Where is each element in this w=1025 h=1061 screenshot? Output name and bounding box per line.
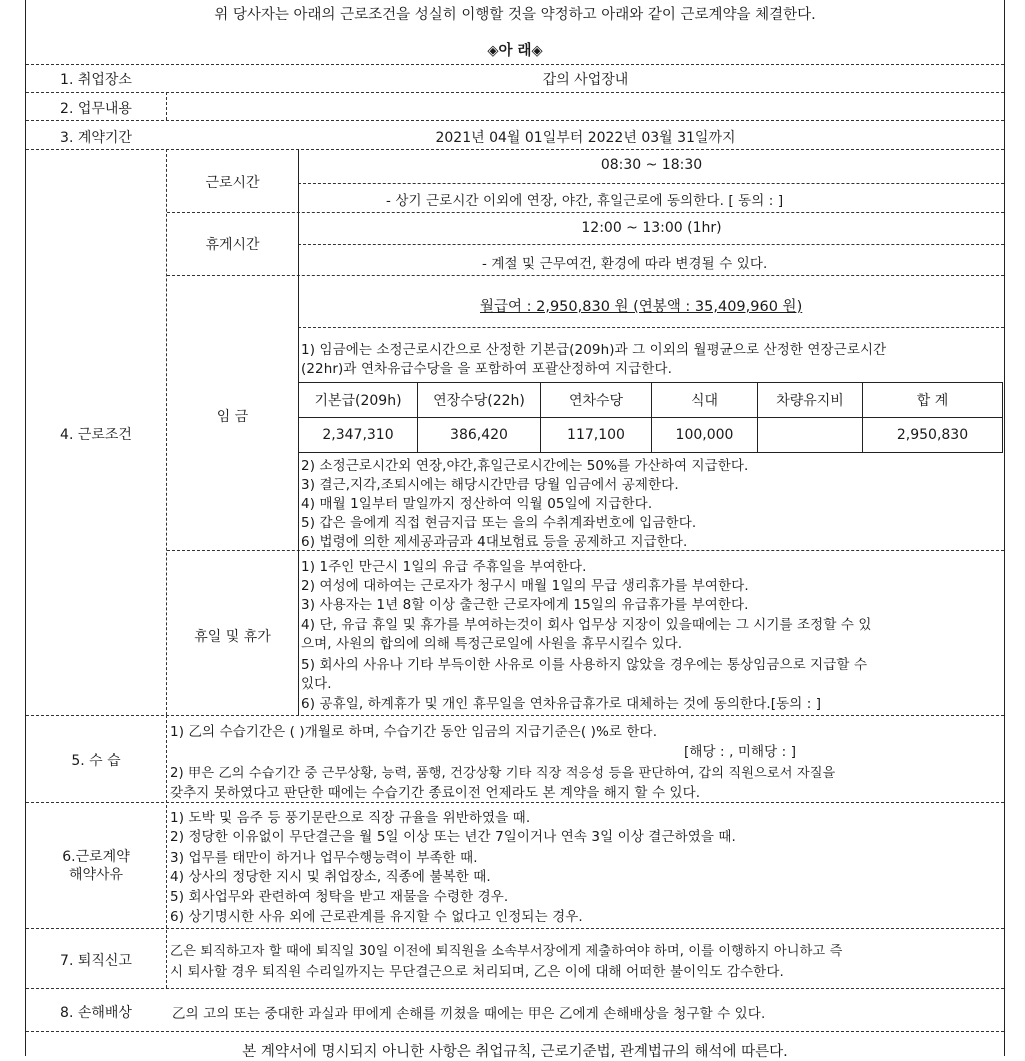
wage-note-1b: (22hr)과 연차유급수당을 을 포함하여 포괄산정하여 지급한다.: [301, 361, 673, 377]
section-7-label: 7. 퇴직신고: [60, 953, 132, 969]
leave-line: 6) 공휴일, 하계휴가 및 개인 휴무일을 연차유급휴가로 대체하는 것에 동의한다.[동의 : ]: [301, 696, 822, 712]
column-divider: [166, 715, 167, 988]
wage-breakdown-table: [298, 382, 1003, 453]
wage-value-overtime: 386,420: [418, 418, 541, 453]
rule: [26, 715, 1004, 716]
probation-line: 1) 乙의 수습기간은 ( )개월로 하며, 수습기간 동안 임금의 지급기준은( )%로 한다.: [170, 724, 658, 740]
break-time: 12:00 ~ 13:00 (1hr): [581, 220, 722, 236]
rule: [26, 120, 1004, 121]
leave-line: 2) 여성에 대하여는 근로자가 청구시 매월 1일의 무급 생리휴가를 부여한다.: [301, 578, 749, 594]
damages-text: 乙의 고의 또는 중대한 과실과 甲에게 손해를 끼쳤을 때에는 甲은 乙에게 손해배상을 청구할 수 있다.: [172, 1006, 766, 1022]
rule: [26, 802, 1004, 803]
resignation-line: 乙은 퇴직하고자 할 때에 퇴직일 30일 이전에 퇴직원을 소속부서장에게 제출하여야 하며, 이를 이행하지 아니하고 즉: [170, 944, 843, 959]
section-6-label-b: 해약사유: [68, 867, 124, 883]
rule: [298, 244, 1004, 245]
leave-line: 5) 회사의 사유나 기타 부득이한 사유로 이를 사용하지 않았을 경우에는 통상임금으로 지급할 수: [301, 657, 868, 673]
intro-text: 위 당사자는 아래의 근로조건을 성실히 이행할 것을 약정하고 아래와 같이 근로계약을 체결한다.: [214, 7, 816, 23]
wage-note: 2) 소정근로시간외 연장,야간,휴일근로시간에는 50%를 가산하여 지급한다.: [301, 458, 749, 474]
work-hours-note: - 상기 근로시간 이외에 연장, 야간, 휴일근로에 동의한다. [ 동의 : ]: [386, 193, 784, 209]
wage-header-meal: 식대: [652, 383, 758, 418]
rule: [26, 92, 1004, 93]
section-2-label: 2. 업무내용: [60, 101, 132, 117]
wage-header-total: 합 계: [863, 383, 1003, 418]
termination-line: 6) 상기명시한 사유 외에 근로관계를 유지할 수 없다고 인정되는 경우.: [170, 909, 583, 925]
section-6-label-a: 6.근로계약: [62, 849, 130, 865]
wage-header-base: 기본급(209h): [299, 383, 418, 418]
wage-value-base: 2,347,310: [299, 418, 418, 453]
termination-line: 5) 회사업무와 관련하여 청탁을 받고 재물을 수령한 경우.: [170, 889, 509, 905]
wage-note: 4) 매월 1일부터 말일까지 정산하여 익월 05일에 지급한다.: [301, 496, 653, 512]
wage-note: 6) 법령에 의한 제세공과금과 4대보험료 등을 공제하고 지급한다.: [301, 534, 688, 550]
wage-value-total: 2,950,830: [863, 418, 1003, 453]
leave-line: 으며, 사원의 합의에 의해 특정근로일에 사원을 휴무시킬수 있다.: [301, 636, 683, 652]
column-divider: [166, 92, 167, 120]
resignation-line: 시 퇴사할 경우 퇴직원 수리일까지는 무단결근으로 처리되며, 乙은 이에 대해 어떠한 불이익도 감수한다.: [170, 964, 784, 980]
termination-line: 4) 상사의 정당한 지시 및 취업장소, 직종에 불복한 때.: [170, 869, 491, 885]
rule: [26, 928, 1004, 929]
termination-line: 2) 정당한 이유없이 무단결근을 월 5일 이상 또는 년간 7일이거나 연속 3일 이상 결근하였을 때.: [170, 829, 736, 845]
rule: [167, 550, 1004, 551]
outer-left-border: [25, 0, 26, 1056]
footer-note: 본 계약서에 명시되지 아니한 사항은 취업규칙, 근로기준법, 관계법규의 해석에 따른다.: [242, 1044, 788, 1060]
rule: [26, 988, 1004, 989]
probation-line: 2) 甲은 乙의 수습기간 중 근무상황, 능력, 품행, 건강상황 기타 직장 적응성 등을 판단하여, 갑의 직원으로서 자질을: [170, 766, 836, 781]
termination-line: 3) 업무를 태만이 하거나 업무수행능력이 부족한 때.: [170, 850, 478, 866]
leave-line: 1) 1주인 만근시 1일의 유급 주휴일을 부여한다.: [301, 559, 587, 575]
monthly-salary: 월급여 : 2,950,830 원 (연봉액 : 35,409,960 원): [480, 299, 803, 315]
wage-table-header-row: [299, 383, 1003, 418]
wage-note: 3) 결근,지각,조퇴시에는 해당시간만큼 당월 임금에서 공제한다.: [301, 477, 679, 493]
section-heading: ◈아 래◈: [487, 43, 543, 59]
wage-header-annual-leave: 연차수당: [541, 383, 652, 418]
work-hours-label: 근로시간: [205, 175, 260, 191]
section-8-label: 8. 손해배상: [60, 1005, 132, 1021]
outer-right-border: [1004, 0, 1005, 1056]
rule: [298, 327, 1004, 328]
leave-line: 4) 단, 유급 휴일 및 휴가를 부여하는것이 회사 업무상 지장이 있을때에는 그 시기를 조정할 수 있: [301, 617, 872, 633]
rule: [167, 275, 1004, 276]
section-3-value: 2021년 04월 01일부터 2022년 03월 31일까지: [435, 130, 736, 146]
break-note: - 계절 및 근무여건, 환경에 따라 변경될 수 있다.: [482, 256, 768, 272]
section-1-label: 1. 취업장소: [60, 72, 132, 88]
wage-note: 5) 갑은 을에게 직접 현금지급 또는 을의 수취계좌번호에 입금한다.: [301, 515, 697, 531]
work-hours-time: 08:30 ~ 18:30: [600, 157, 703, 173]
section-5-label: 5. 수 습: [71, 753, 121, 769]
section-4-label: 4. 근로조건: [60, 427, 132, 443]
termination-line: 1) 도박 및 음주 등 풍기문란으로 직장 규율을 위반하였을 때.: [170, 810, 531, 826]
section-3-label: 3. 계약기간: [60, 130, 132, 146]
probation-line: 갖추지 못하였다고 판단한 때에는 수습기간 종료이전 언제라도 본 계약을 해지 할 수 있다.: [170, 785, 701, 801]
rule: [26, 64, 1004, 65]
wage-table-value-row: [299, 418, 1003, 453]
probation-line: [해당 : , 미해당 : ]: [684, 744, 797, 760]
leave-line: 3) 사용자는 1년 8할 이상 출근한 근로자에게 15일의 유급휴가를 부여한다.: [301, 597, 749, 613]
wage-value-vehicle: [758, 418, 863, 453]
wage-value-annual-leave: 117,100: [541, 418, 652, 453]
wage-value-meal: 100,000: [652, 418, 758, 453]
section-1-value: 갑의 사업장내: [542, 72, 629, 88]
rule: [298, 183, 1004, 184]
wage-header-overtime: 연장수당(22h): [418, 383, 541, 418]
rule: [167, 212, 1004, 213]
leave-line: 있다.: [301, 676, 332, 692]
break-label: 휴게시간: [205, 237, 260, 253]
wage-header-vehicle: 차량유지비: [758, 383, 863, 418]
rule: [26, 149, 1004, 150]
wage-note-1a: 1) 임금에는 소정근로시간으로 산정한 기본급(209h)과 그 이외의 월평균으로 산정한 연장근로시간: [301, 342, 887, 358]
leave-label: 휴일 및 휴가: [194, 629, 271, 645]
wage-label: 임 금: [216, 409, 249, 425]
rule: [26, 1031, 1004, 1032]
